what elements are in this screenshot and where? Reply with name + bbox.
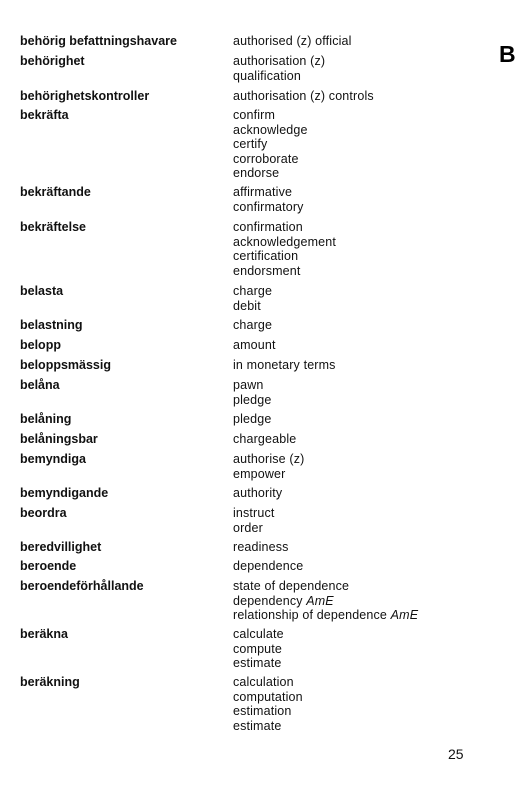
entry-translations xyxy=(233,220,336,278)
translation-text: dependency xyxy=(233,593,303,608)
entry-translations xyxy=(233,627,284,671)
translation-text: pledge xyxy=(233,412,272,426)
translation-line xyxy=(233,559,303,574)
entry-translations xyxy=(233,185,304,214)
translation-text: authority xyxy=(233,486,283,500)
translation-line xyxy=(233,506,275,521)
translation-line xyxy=(233,152,308,167)
translation-line xyxy=(233,719,303,734)
entry-translations xyxy=(233,579,418,623)
translation-text: debit xyxy=(233,298,261,313)
entry-translations xyxy=(233,358,336,373)
entry-translations xyxy=(233,675,303,733)
translation-line xyxy=(233,656,284,671)
entry-translations xyxy=(233,34,352,49)
translation-line xyxy=(233,137,308,152)
translation-line xyxy=(233,393,271,408)
translation-line xyxy=(233,220,336,235)
translation-text: certify xyxy=(233,137,268,151)
translation-text: qualification xyxy=(233,68,301,83)
translation-text: estimation xyxy=(233,704,292,718)
page-number: 25 xyxy=(448,746,464,762)
entry-term: beroendeförhållande xyxy=(20,579,144,593)
translation-text: amount xyxy=(233,338,276,352)
translation-text: endorse xyxy=(233,166,280,180)
entry-translations xyxy=(233,452,304,481)
translation-line xyxy=(233,235,336,250)
translation-line xyxy=(233,338,276,353)
translation-line xyxy=(233,378,271,393)
entry-term: behörighet xyxy=(20,54,85,68)
translation-text: affirmative xyxy=(233,185,293,199)
entry-translations xyxy=(233,54,325,83)
translation-text: state of dependence xyxy=(233,579,350,593)
entry-term: behörig befattningshavare xyxy=(20,34,177,48)
translation-line xyxy=(233,704,303,719)
entry-term: bemyndiga xyxy=(20,452,86,466)
translation-text: authorisation (z) controls xyxy=(233,89,374,103)
entry-translations xyxy=(233,559,303,574)
translation-text: dependence xyxy=(233,559,304,573)
entry-term: belasta xyxy=(20,284,64,298)
translation-text: confirmation xyxy=(233,220,303,234)
entry-term: beordra xyxy=(20,506,67,520)
translation-text: acknowledgement xyxy=(233,234,337,249)
translation-line xyxy=(233,318,272,333)
translation-line xyxy=(233,608,418,623)
translation-line xyxy=(233,34,352,49)
translation-text: relationship of dependence xyxy=(233,608,388,622)
translation-text: in monetary terms xyxy=(233,358,336,372)
entry-translations xyxy=(233,506,275,535)
translation-line xyxy=(233,452,304,467)
translation-text: instruct xyxy=(233,506,275,520)
translation-line xyxy=(233,594,418,609)
entry-translations xyxy=(233,412,271,427)
entry-term: belastning xyxy=(20,318,83,332)
entry-term: beräkning xyxy=(20,675,80,689)
translation-line xyxy=(233,69,325,84)
translation-line xyxy=(233,358,336,373)
translation-text: corroborate xyxy=(233,151,299,166)
translation-line xyxy=(233,200,304,215)
translation-line xyxy=(233,627,284,642)
entry-term: beredvillighet xyxy=(20,540,102,554)
translation-line xyxy=(233,521,275,536)
translation-line xyxy=(233,642,284,657)
entry-term: bekräfta xyxy=(20,108,69,122)
translation-text: calculate xyxy=(233,627,284,641)
usage-note: AmE xyxy=(390,608,419,622)
translation-text: compute xyxy=(233,641,282,656)
entry-translations xyxy=(233,432,296,447)
translation-text: order xyxy=(233,520,263,535)
entry-term: belåningsbar xyxy=(20,432,98,446)
translation-text: confirm xyxy=(233,108,276,122)
translation-line xyxy=(233,284,272,299)
entry-term: beroende xyxy=(20,559,77,573)
translation-line xyxy=(233,249,336,264)
translation-text: pawn xyxy=(233,378,264,392)
thumb-index-letter: B xyxy=(499,41,516,67)
translation-line xyxy=(233,54,325,69)
translation-line xyxy=(233,108,308,123)
entry-term: belåna xyxy=(20,378,60,392)
translation-line xyxy=(233,412,271,427)
translation-line xyxy=(233,166,308,181)
translation-line xyxy=(233,690,303,705)
translation-text: charge xyxy=(233,318,273,332)
entry-translations xyxy=(233,378,271,407)
translation-line xyxy=(233,540,289,555)
usage-note: AmE xyxy=(306,593,334,608)
entry-translations xyxy=(233,89,374,104)
translation-text: endorsment xyxy=(233,263,301,278)
translation-text: estimate xyxy=(233,718,282,733)
entry-term: bekräftande xyxy=(20,185,91,199)
translation-line xyxy=(233,432,296,447)
translation-text: authorised (z) official xyxy=(233,34,352,48)
translation-text: readiness xyxy=(233,540,289,554)
translation-text: authorisation (z) xyxy=(233,54,326,68)
entry-term: belopp xyxy=(20,338,61,352)
translation-line xyxy=(233,675,303,690)
entry-term: beräkna xyxy=(20,627,68,641)
entry-term: bemyndigande xyxy=(20,486,109,500)
translation-text: estimate xyxy=(233,656,282,670)
entry-term: beloppsmässig xyxy=(20,358,111,372)
translation-line xyxy=(233,185,304,200)
translation-line xyxy=(233,579,418,594)
translation-text: acknowledge xyxy=(233,122,308,137)
translation-text: empower xyxy=(233,466,286,481)
entry-translations xyxy=(233,338,276,353)
entry-translations xyxy=(233,540,289,555)
translation-line xyxy=(233,89,374,104)
translation-line xyxy=(233,123,308,138)
translation-line xyxy=(233,299,272,314)
entry-translations xyxy=(233,108,308,181)
translation-line xyxy=(233,467,304,482)
translation-text: certification xyxy=(233,249,299,263)
translation-line xyxy=(233,486,282,501)
translation-text: confirmatory xyxy=(233,199,304,214)
entry-translations xyxy=(233,284,272,313)
entry-translations xyxy=(233,318,272,333)
translation-text: computation xyxy=(233,689,303,704)
entry-term: behörighetskontroller xyxy=(20,89,150,103)
translation-text: pledge xyxy=(233,392,272,407)
translation-text: charge xyxy=(233,284,273,298)
entry-term: bekräftelse xyxy=(20,220,87,234)
translation-line xyxy=(233,264,336,279)
entry-translations xyxy=(233,486,282,501)
entry-term: belåning xyxy=(20,412,72,426)
translation-text: authorise (z) xyxy=(233,452,305,466)
translation-text: calculation xyxy=(233,675,294,689)
translation-text: chargeable xyxy=(233,432,297,446)
